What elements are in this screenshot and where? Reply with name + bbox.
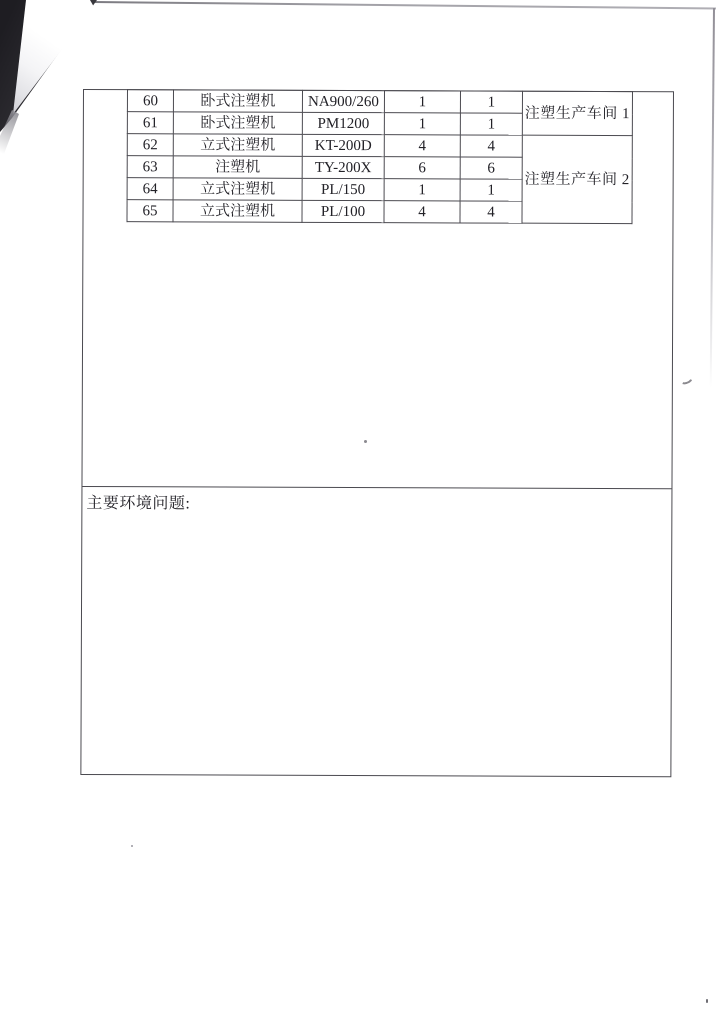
env-issues-label: 主要环境问题: (86, 495, 191, 513)
paper-top-edge (94, 1, 716, 10)
cell-quantity-a: 1 (384, 179, 460, 201)
table-row (127, 134, 632, 158)
cell-row-number: 65 (127, 200, 173, 222)
paper-right-edge (710, 8, 715, 388)
cell-row-number: 61 (127, 112, 173, 134)
cell-model: PL/100 (302, 200, 384, 222)
cell-row-number: 64 (127, 178, 173, 200)
cell-row-number: 63 (127, 156, 173, 178)
cell-model: PM1200 (302, 112, 384, 134)
cell-quantity-a: 4 (384, 135, 460, 157)
cell-equipment-name: 注塑机 (173, 156, 302, 178)
cell-row-number: 60 (127, 90, 173, 112)
cell-model: TY-200X (302, 156, 384, 178)
cell-quantity-a: 6 (384, 157, 460, 179)
cell-quantity-b: 1 (460, 91, 522, 113)
cell-equipment-name: 立式注塑机 (173, 178, 302, 200)
scan-curl-mark (678, 372, 695, 387)
cell-workshop-group-2: 注塑生产车间 2 (522, 135, 632, 223)
equipment-table (126, 89, 633, 224)
cell-workshop-group-1: 注塑生产车间 1 (522, 91, 632, 135)
cell-quantity-b: 1 (460, 113, 522, 135)
cell-quantity-b: 4 (460, 135, 522, 157)
cell-quantity-b: 1 (460, 179, 522, 201)
cell-model: NA900/260 (302, 90, 384, 112)
scan-speck (131, 845, 133, 847)
cell-quantity-a: 1 (384, 91, 460, 113)
cell-quantity-a: 4 (384, 201, 460, 223)
table-row (127, 90, 632, 114)
cell-quantity-b: 4 (460, 201, 522, 223)
cell-equipment-name: 卧式注塑机 (173, 90, 302, 112)
cell-model: PL/150 (302, 178, 384, 200)
cell-equipment-name: 卧式注塑机 (173, 112, 302, 134)
scan-speck (706, 999, 708, 1003)
section-divider (82, 486, 671, 489)
cell-row-number: 62 (127, 134, 173, 156)
cell-quantity-a: 1 (384, 113, 460, 135)
cell-equipment-name: 立式注塑机 (173, 200, 302, 222)
cell-equipment-name: 立式注塑机 (173, 134, 302, 156)
document-frame (80, 89, 674, 777)
cell-model: KT-200D (302, 134, 384, 156)
cell-quantity-b: 6 (460, 157, 522, 179)
